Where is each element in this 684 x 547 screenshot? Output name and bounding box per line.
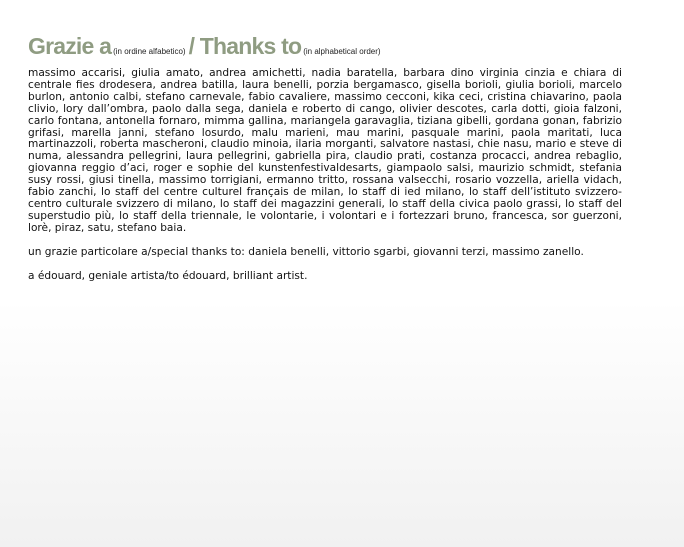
names-list-paragraph: massimo accarisi, giulia amato, andrea amichetti, nadia baratella, barbara dino virginia cinzia e chiara di centrale fies drodesera, andrea batilla, laura benelli, porzia bergamasco, gisella borioli, giulia borioli, marcelo burlon, antonio calbi, stefano carnevale, fabio cavaliere, massimo cecconi, kika ceci, cristina chiavarino, paola clivio, lory dall’ombra, paolo dalla sega, daniela e roberto di cango, olivier descotes, carla dotti, gioia falzoni, carlo fontana, antonella fornaro, mimma gallina, mariangela garavaglia, tiziana gibelli, gordana gonan, fabrizio grifasi, marella janni, stefano losurdo, malu marieni, mau marini, pasquale marini, paola maritati, luca martinazzoli, roberta mascheroni, claudio minoia, ilaria morganti, salvatore nastasi, chie nasu, mario e steve di numa, alessandra pellegrini, laura pellegrini, gabriella pira, claudio prati, costanza procacci, andrea rebaglio, giovanna reggio d’aci, roger e sophie del kunstenfestivaldesarts, giampaolo salsi, maurizio schmidt, stefania susy rossi, giusi tinella, massimo torrigiani, ermanno tritto, rossana valsecchi, rosario vozzella, ariella vidach, fabio zanchi, lo staff del centre culturel français de milan, lo staff di ied milano, lo staff dell’istituto svizzero-centro culturale svizzero di milano, lo staff dei magazzini generali, lo staff della civica paolo grassi, lo staff del superstudio più, lo staff della triennale, le volontarie, i volontari e i fortezzari bruno, francesca, sor guerzoni, lorè, piraz, satu, stefano baia. bbox=[28, 67, 622, 234]
title-italian-note: (in ordine alfabetico) bbox=[113, 47, 186, 56]
title-english-note: (in alphabetical order) bbox=[303, 47, 381, 56]
edouard-dedication: a édouard, geniale artista/to édouard, brilliant artist. bbox=[28, 269, 308, 282]
special-thanks-paragraph: un grazie particolare a/special thanks to: daniela benelli, vittorio sgarbi, giovanni terzi, massimo zanello. bbox=[28, 245, 584, 258]
page-title bbox=[28, 30, 622, 65]
title-grazie: Grazie a bbox=[28, 33, 112, 59]
paragraph-spacer bbox=[28, 259, 622, 271]
paragraph-spacer bbox=[28, 235, 622, 247]
credits-page bbox=[28, 30, 622, 283]
title-thanks: / Thanks to bbox=[188, 33, 302, 59]
